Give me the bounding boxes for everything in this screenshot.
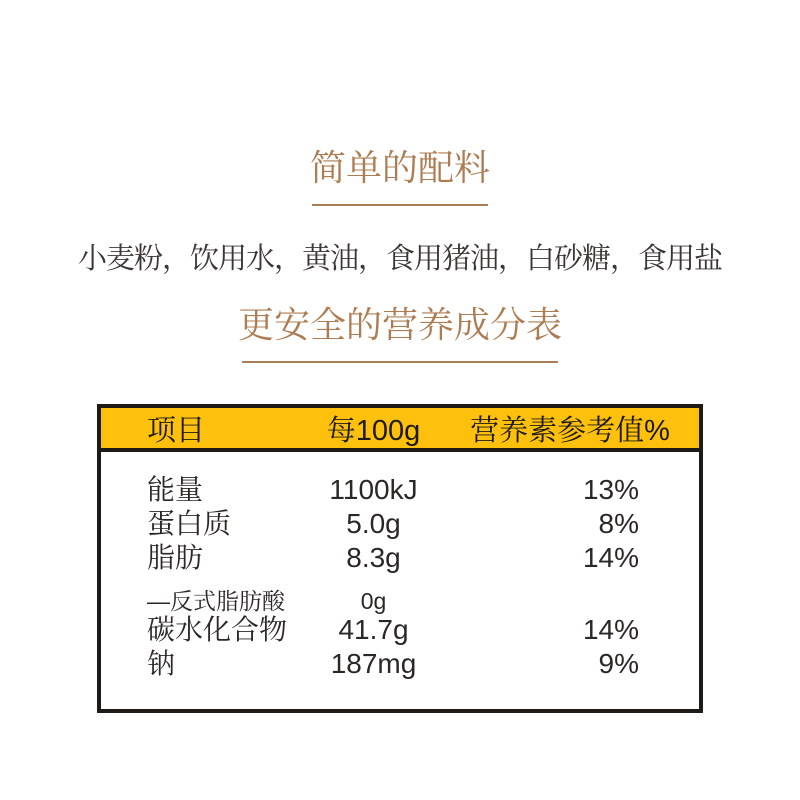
nutrient-nrv-percent [441,589,699,613]
header-per100g-column: 每100g [326,414,421,447]
nutrient-name: 钠 [147,648,176,679]
nutrient-amount: 41.7g [338,614,409,645]
nutrition-section-title: 更安全的营养成分表 [237,304,562,345]
nutrient-amount: 5.0g [346,508,401,539]
nutrient-name: 碳水化合物 [147,614,288,645]
header-item-column: 项目 [147,414,206,447]
nutrient-name: 蛋白质 [147,508,232,539]
nutrient-amount: 0g [360,588,387,614]
nutrition-table-row [101,541,699,575]
nutrient-amount: 8.3g [346,542,401,573]
nutrient-nrv-percent: 9% [598,648,639,679]
nutrition-facts-table [97,404,703,713]
nutrient-name: 能量 [147,474,204,505]
nutrient-nrv-percent: 14% [582,542,639,573]
nutrition-title-underline [242,361,558,363]
nutrition-table-row [101,473,699,507]
nutrient-nrv-percent: 8% [598,508,639,539]
nutrient-nrv-percent: 14% [582,614,639,645]
ingredients-section-title: 简单的配料 [309,147,490,188]
header-nrv-column: 营养素参考值% [470,414,670,447]
nutrient-nrv-percent: 13% [582,474,639,505]
nutrition-table-body [101,452,699,709]
ingredients-title-underline [312,204,488,206]
nutrition-table-header-row [101,408,699,452]
nutrition-table-row [101,507,699,541]
nutrition-table-row [101,647,699,681]
nutrition-table-row [101,589,699,613]
nutrient-amount: 187mg [330,648,417,679]
ingredients-list-text: 小麦粉，饮用水，黄油，食用猪油，白砂糖，食用盐 [77,243,722,275]
nutrition-table-row [101,613,699,647]
nutrient-name: 脂肪 [147,542,204,573]
nutrient-amount: 1100kJ [329,474,418,505]
nutrient-name: —反式脂肪酸 [147,588,285,614]
